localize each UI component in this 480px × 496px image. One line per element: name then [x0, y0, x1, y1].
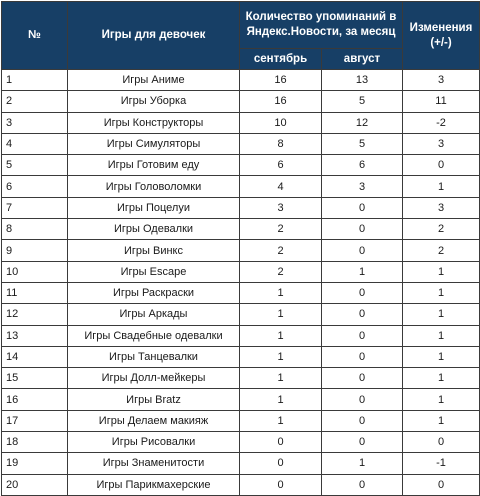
change-cell: -2 — [403, 112, 480, 133]
september-count-cell: 2 — [240, 219, 322, 240]
game-name-cell: Игры Аркады — [68, 304, 240, 325]
table-header — [2, 2, 480, 70]
row-number-cell: 7 — [2, 197, 68, 218]
august-count-cell: 5 — [322, 91, 403, 112]
change-cell: 1 — [403, 389, 480, 410]
change-cell: 1 — [403, 410, 480, 431]
header-change: Изменения (+/-) — [403, 2, 480, 70]
table-row — [2, 304, 480, 325]
change-cell: 3 — [403, 70, 480, 91]
game-name-cell: Игры Готовим еду — [68, 155, 240, 176]
table-row — [2, 325, 480, 346]
august-count-cell: 12 — [322, 112, 403, 133]
august-count-cell: 0 — [322, 197, 403, 218]
table-row — [2, 261, 480, 282]
september-count-cell: 3 — [240, 197, 322, 218]
header-mentions: Количество упоминаний в Яндекс.Новости, за месяц — [240, 2, 403, 49]
game-name-cell: Игры Одевалки — [68, 219, 240, 240]
game-name-cell: Игры Рисовалки — [68, 432, 240, 453]
change-cell: 1 — [403, 282, 480, 303]
table-row — [2, 240, 480, 261]
game-name-cell: Игры Делаем макияж — [68, 410, 240, 431]
august-count-cell: 0 — [322, 368, 403, 389]
september-count-cell: 1 — [240, 304, 322, 325]
row-number-cell: 16 — [2, 389, 68, 410]
change-cell: 0 — [403, 432, 480, 453]
row-number-cell: 1 — [2, 70, 68, 91]
game-name-cell: Игры Знаменитости — [68, 453, 240, 474]
table-row — [2, 70, 480, 91]
september-count-cell: 1 — [240, 368, 322, 389]
game-name-cell: Игры Конструкторы — [68, 112, 240, 133]
game-name-cell: Игры Парикмахерские — [68, 474, 240, 495]
september-count-cell: 1 — [240, 325, 322, 346]
august-count-cell: 0 — [322, 410, 403, 431]
table-row — [2, 282, 480, 303]
august-count-cell: 6 — [322, 155, 403, 176]
table-body — [2, 70, 480, 496]
change-cell: 11 — [403, 91, 480, 112]
row-number-cell: 20 — [2, 474, 68, 495]
header-august: август — [322, 49, 403, 70]
september-count-cell: 8 — [240, 133, 322, 154]
row-number-cell: 3 — [2, 112, 68, 133]
september-count-cell: 2 — [240, 261, 322, 282]
row-number-cell: 8 — [2, 219, 68, 240]
august-count-cell: 0 — [322, 325, 403, 346]
september-count-cell: 6 — [240, 155, 322, 176]
change-cell: 2 — [403, 240, 480, 261]
september-count-cell: 0 — [240, 474, 322, 495]
september-count-cell: 0 — [240, 453, 322, 474]
table-row — [2, 389, 480, 410]
august-count-cell: 0 — [322, 432, 403, 453]
change-cell: -1 — [403, 453, 480, 474]
header-september: сентябрь — [240, 49, 322, 70]
august-count-cell: 0 — [322, 389, 403, 410]
august-count-cell: 0 — [322, 474, 403, 495]
change-cell: 0 — [403, 474, 480, 495]
game-name-cell: Игры Танцевалки — [68, 346, 240, 367]
row-number-cell: 6 — [2, 176, 68, 197]
september-count-cell: 10 — [240, 112, 322, 133]
row-number-cell: 11 — [2, 282, 68, 303]
row-number-cell: 15 — [2, 368, 68, 389]
row-number-cell: 10 — [2, 261, 68, 282]
row-number-cell: 9 — [2, 240, 68, 261]
august-count-cell: 13 — [322, 70, 403, 91]
game-name-cell: Игры Уборка — [68, 91, 240, 112]
game-name-cell: Игры Свадебные одевалки — [68, 325, 240, 346]
change-cell: 1 — [403, 176, 480, 197]
table-row — [2, 91, 480, 112]
table-row — [2, 432, 480, 453]
game-name-cell: Игры Винкс — [68, 240, 240, 261]
row-number-cell: 13 — [2, 325, 68, 346]
change-cell: 3 — [403, 133, 480, 154]
august-count-cell: 0 — [322, 240, 403, 261]
game-name-cell: Игры Поцелуи — [68, 197, 240, 218]
table-row — [2, 474, 480, 495]
table-row — [2, 410, 480, 431]
row-number-cell: 14 — [2, 346, 68, 367]
table-row — [2, 176, 480, 197]
september-count-cell: 16 — [240, 91, 322, 112]
row-number-cell: 18 — [2, 432, 68, 453]
table-row — [2, 368, 480, 389]
game-name-cell: Игры Escape — [68, 261, 240, 282]
table-row — [2, 453, 480, 474]
game-name-cell: Игры Раскраски — [68, 282, 240, 303]
table-row — [2, 155, 480, 176]
game-name-cell: Игры Bratz — [68, 389, 240, 410]
august-count-cell: 5 — [322, 133, 403, 154]
september-count-cell: 1 — [240, 410, 322, 431]
row-number-cell: 5 — [2, 155, 68, 176]
table-row — [2, 219, 480, 240]
august-count-cell: 0 — [322, 304, 403, 325]
august-count-cell: 1 — [322, 453, 403, 474]
table-row — [2, 112, 480, 133]
row-number-cell: 2 — [2, 91, 68, 112]
mentions-table — [1, 1, 480, 496]
game-name-cell: Игры Симуляторы — [68, 133, 240, 154]
game-name-cell: Игры Головоломки — [68, 176, 240, 197]
row-number-cell: 4 — [2, 133, 68, 154]
september-count-cell: 1 — [240, 389, 322, 410]
game-name-cell: Игры Долл-мейкеры — [68, 368, 240, 389]
september-count-cell: 1 — [240, 282, 322, 303]
header-num: № — [2, 2, 68, 70]
change-cell: 0 — [403, 155, 480, 176]
august-count-cell: 1 — [322, 261, 403, 282]
september-count-cell: 1 — [240, 346, 322, 367]
august-count-cell: 0 — [322, 346, 403, 367]
september-count-cell: 4 — [240, 176, 322, 197]
september-count-cell: 2 — [240, 240, 322, 261]
change-cell: 1 — [403, 368, 480, 389]
september-count-cell: 0 — [240, 432, 322, 453]
table-row — [2, 346, 480, 367]
change-cell: 1 — [403, 325, 480, 346]
game-name-cell: Игры Аниме — [68, 70, 240, 91]
change-cell: 1 — [403, 346, 480, 367]
table-row — [2, 133, 480, 154]
august-count-cell: 0 — [322, 282, 403, 303]
row-number-cell: 19 — [2, 453, 68, 474]
change-cell: 3 — [403, 197, 480, 218]
september-count-cell: 16 — [240, 70, 322, 91]
august-count-cell: 3 — [322, 176, 403, 197]
change-cell: 2 — [403, 219, 480, 240]
header-game: Игры для девочек — [68, 2, 240, 70]
change-cell: 1 — [403, 304, 480, 325]
row-number-cell: 12 — [2, 304, 68, 325]
row-number-cell: 17 — [2, 410, 68, 431]
august-count-cell: 0 — [322, 219, 403, 240]
change-cell: 1 — [403, 261, 480, 282]
table-row — [2, 197, 480, 218]
